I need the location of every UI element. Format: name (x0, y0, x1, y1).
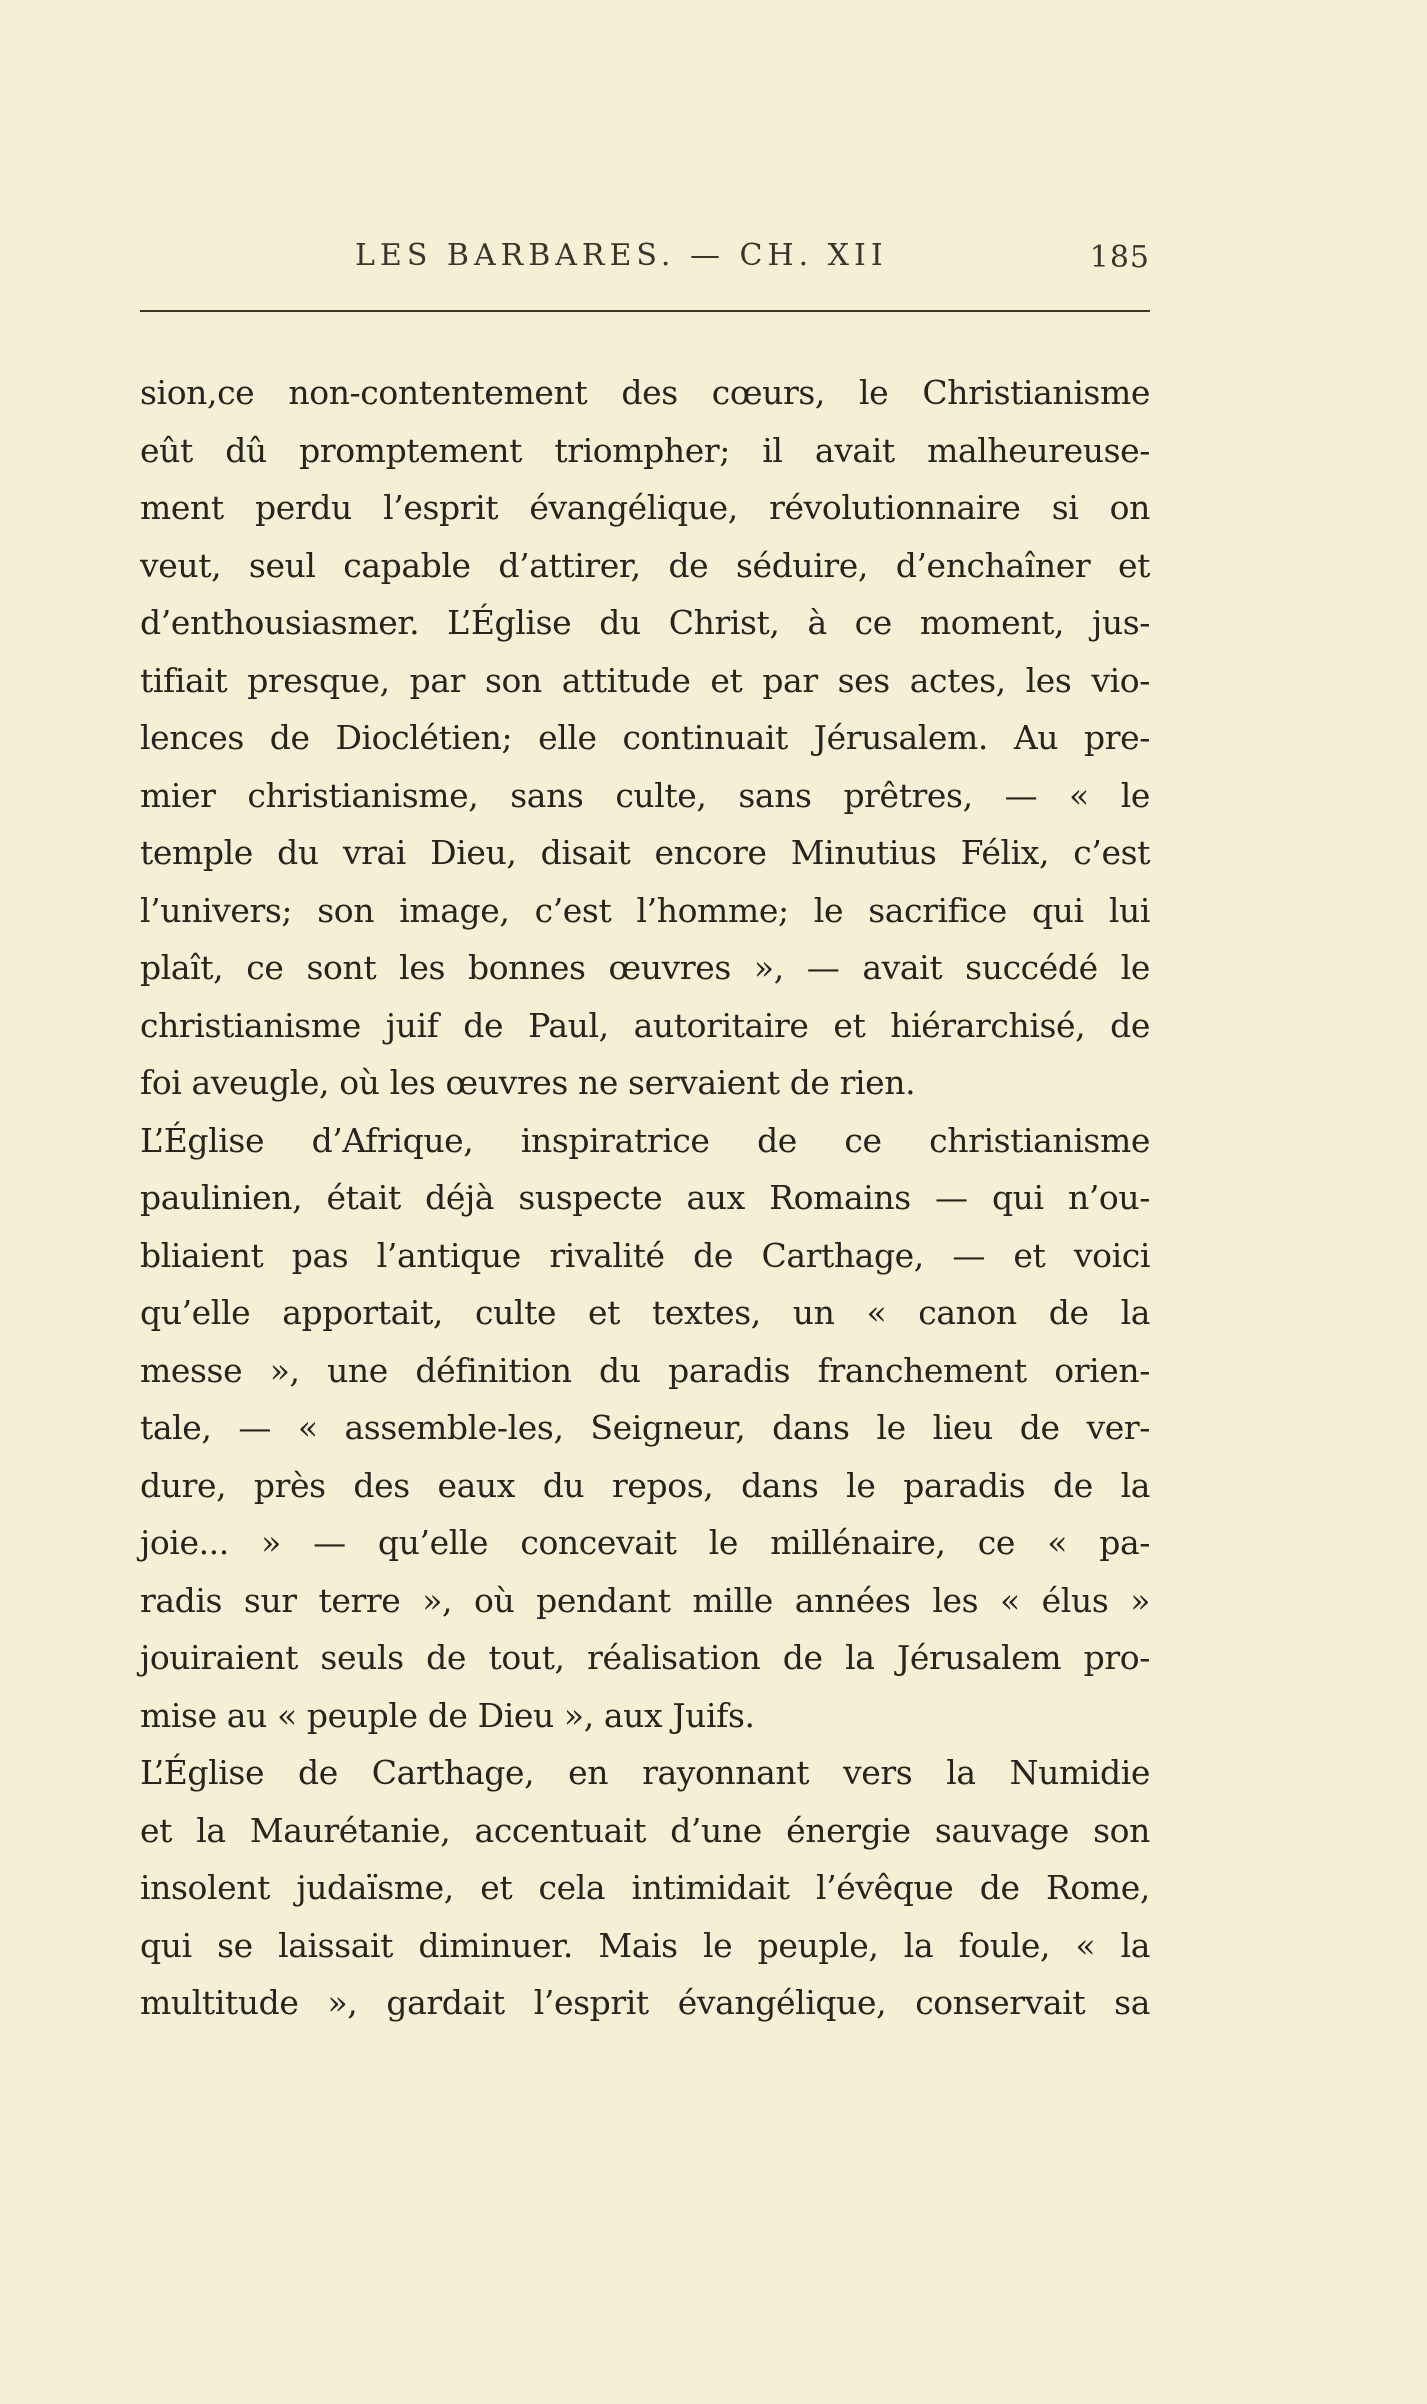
text-line: lences de Dioclétien; elle continuait Jérusalem. Au pre- (140, 718, 1150, 757)
page-number: 185 (1089, 240, 1150, 275)
text-line: veut, seul capable d’attirer, de séduire, d’enchaîner et (140, 545, 1150, 585)
running-head (140, 238, 1150, 298)
text-line: messe », une définition du paradis franchement orien- (140, 1350, 1150, 1390)
text-line: dure, près des eaux du repos, dans le paradis de la (140, 1465, 1150, 1505)
text-line: christianisme juif de Paul, autoritaire et hiérarchisé, de (140, 1005, 1150, 1045)
header-rule (140, 310, 1150, 312)
text-line: foi aveugle, où les œuvres ne servaient de rien. (140, 1063, 916, 1102)
text-line: jouiraient seuls de tout, réalisation de la Jérusalem pro- (140, 1638, 1150, 1677)
text-line: L’Église d’Afrique, inspiratrice de ce christianisme (140, 1120, 1150, 1160)
text-line: tifiait presque, par son attitude et par ses actes, les vio- (140, 660, 1150, 700)
text-line: joie... » — qu’elle concevait le millénaire, ce « pa- (140, 1523, 1150, 1562)
text-line: mier christianisme, sans culte, sans prêtres, — « le (140, 775, 1150, 815)
text-line: bliaient pas l’antique rivalité de Carthage, — et voici (140, 1235, 1150, 1275)
running-title: LES BARBARES. — CH. XII (355, 238, 888, 273)
text-line: l’univers; son image, c’est l’homme; le sacrifice qui lui (140, 890, 1150, 930)
text-line: radis sur terre », où pendant mille années les « élus » (140, 1580, 1150, 1620)
text-line: temple du vrai Dieu, disait encore Minutius Félix, c’est (140, 833, 1150, 872)
text-line: plaît, ce sont les bonnes œuvres », — avait succédé le (140, 948, 1150, 987)
text-line: qui se laissait diminuer. Mais le peuple, la foule, « la (140, 1925, 1150, 1965)
text-line: multitude », gardait l’esprit évangélique, conservait sa (140, 1983, 1150, 2022)
text-line: tale, — « assemble-les, Seigneur, dans le lieu de ver- (140, 1408, 1150, 1447)
text-line: eût dû promptement triompher; il avait malheureuse- (140, 430, 1150, 470)
text-line: qu’elle apportait, culte et textes, un « canon de la (140, 1293, 1150, 1332)
body-text (140, 364, 1150, 2032)
text-line: ment perdu l’esprit évangélique, révolutionnaire si on (140, 488, 1150, 527)
text-line: mise au « peuple de Dieu », aux Juifs. (140, 1695, 755, 1735)
text-line: et la Maurétanie, accentuait d’une énergie sauvage son (140, 1810, 1150, 1850)
text-line: L’Église de Carthage, en rayonnant vers la Numidie (140, 1753, 1150, 1792)
text-line: insolent judaïsme, et cela intimidait l’évêque de Rome, (140, 1868, 1150, 1907)
text-line: paulinien, était déjà suspecte aux Romains — qui n’ou- (140, 1178, 1150, 1217)
text-line: sion,ce non-contentement des cœurs, le Christianisme (140, 373, 1150, 412)
text-line: d’enthousiasmer. L’Église du Christ, à ce moment, jus- (140, 603, 1150, 642)
